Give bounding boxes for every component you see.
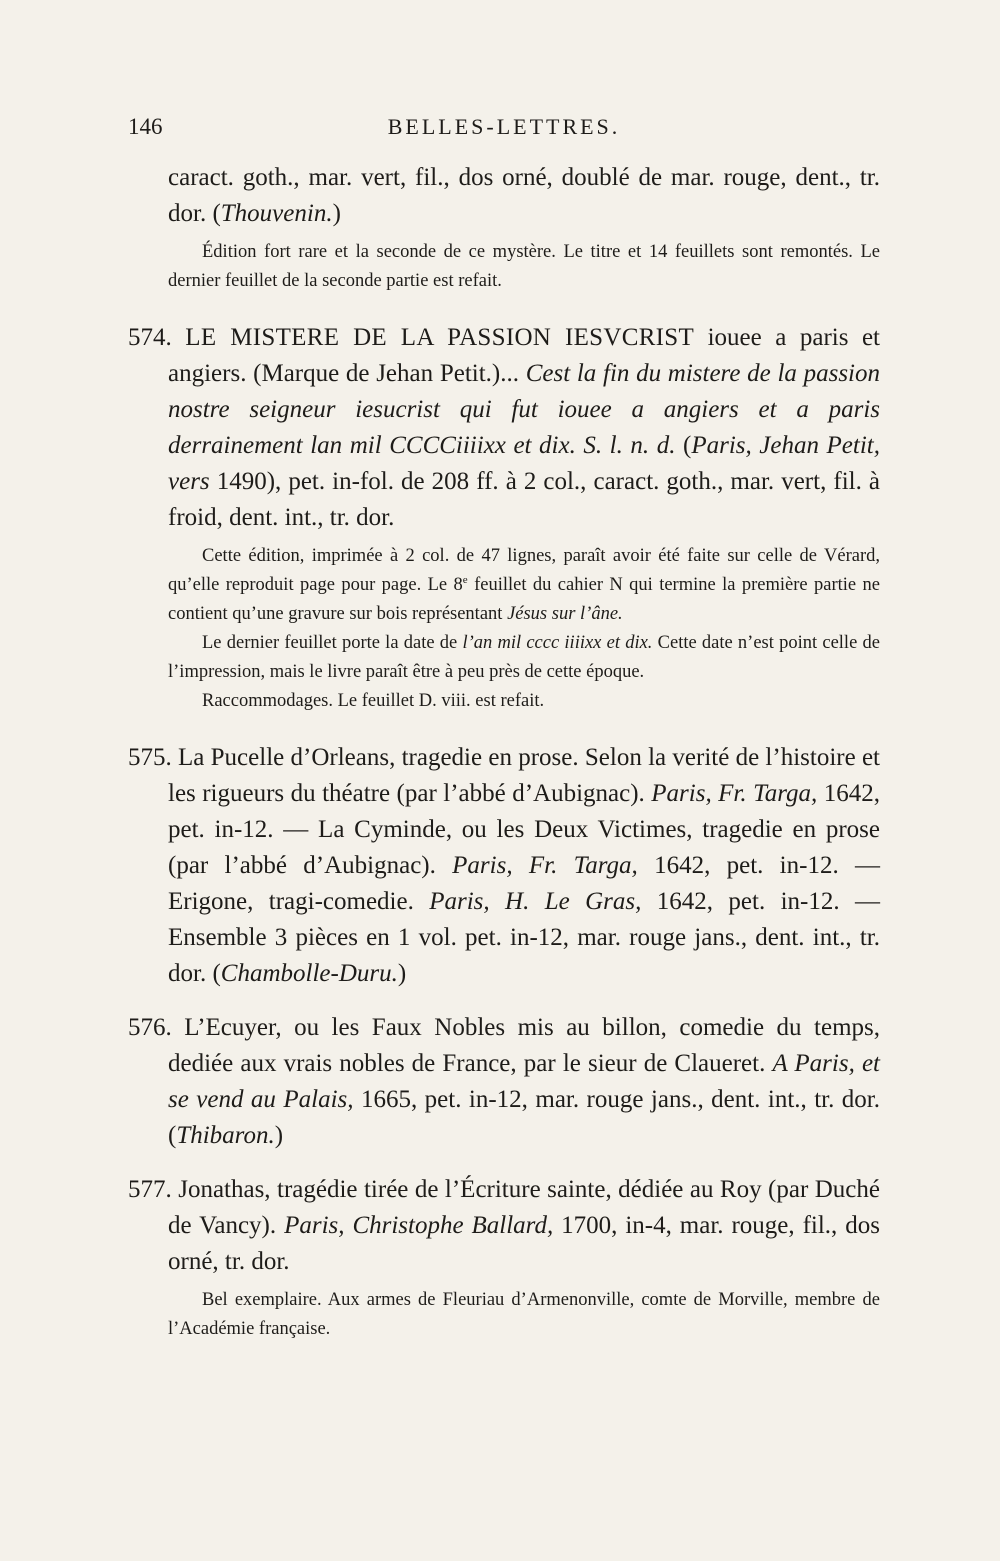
entry-text: 575. La Pucelle d’Orleans, tragedie en prose. Selon la verité de l’histoire et les rigueurs du théatre (par l’abbé d’Aubignac). Paris, Fr. Targa, 1642, pet. in-12. — La Cyminde, ou les Deux Victimes, tragedie en prose (par l’abbé d’Aubignac). Paris, Fr. Targa, 1642, pet. in-12. — Erigone, tragi-comedie. Paris, H. Le Gras, 1642, pet. in-12. — Ensemble 3 pièces en 1 vol. pet. in-12, mar. rouge jans., dent. int., tr. dor. (Chambolle-Duru.)	[128, 744, 880, 987]
entry-574	[128, 320, 880, 716]
page-content	[128, 160, 880, 1344]
entry-note: Bel exemplaire. Aux armes de Fleuriau d’Armenonville, comte de Morville, membre de l’Académie française.	[168, 1290, 880, 1339]
entry-note: Cette édition, imprimée à 2 col. de 47 lignes, paraît avoir été faite sur celle de Vérard, qu’elle reproduit page pour page. Le 8e feuillet du cahier N qui termine la première partie ne contient qu’une gravure sur bois représentant Jésus sur l’âne.	[168, 546, 880, 624]
entry-575	[128, 740, 880, 992]
entry-text: 574. LE MISTERE DE LA PASSION IESVCRIST iouee a paris et angiers. (Marque de Jehan Petit.)... Cest la fin du mistere de la passion nostre seigneur iesucrist qui fut iouee a angiers et a paris derrainement lan mil CCCCiiiixx et dix. S. l. n. d. (Paris, Jehan Petit, vers 1490), pet. in-fol. de 208 ff. à 2 col., caract. goth., mar. vert, fil. à froid, dent. int., tr. dor.	[128, 324, 881, 531]
entry-text: caract. goth., mar. vert, fil., dos orné, doublé de mar. rouge, dent., tr. dor. (Thouvenin.)	[168, 164, 880, 227]
running-title: BELLES-LETTRES.	[387, 114, 621, 139]
page-number: 146	[128, 114, 163, 139]
page-header	[128, 114, 880, 144]
binder-name: Thibaron.	[176, 1122, 275, 1149]
entry-number: 574.	[128, 324, 172, 351]
entry-note: Le dernier feuillet porte la date de l’an mil cccc iiiixx et dix. Cette date n’est point celle de l’impression, mais le livre paraît être à peu près de cette époque.	[168, 633, 880, 682]
binder-name: Thouvenin.	[220, 200, 333, 227]
entry-text: 577. Jonathas, tragédie tirée de l’Écriture sainte, dédiée au Roy (par Duché de Vancy). Paris, Christophe Ballard, 1700, in-4, mar. rouge, fil., dos orné, tr. dor.	[128, 1176, 880, 1275]
entry-number: 577.	[128, 1176, 172, 1203]
entry-number: 575.	[128, 744, 172, 771]
entry-note: Raccommodages. Le feuillet D. viii. est refait.	[202, 691, 545, 711]
entry-number: 576.	[128, 1014, 172, 1041]
entry-title: LE MISTERE DE LA PASSION IESVCRIST	[185, 324, 695, 351]
entry-573-continuation	[128, 160, 880, 296]
binder-name: Chambolle-Duru.	[220, 960, 398, 987]
entry-text: 576. L’Ecuyer, ou les Faux Nobles mis au billon, comedie du temps, dediée aux vrais nobles de France, par le sieur de Claueret. A Paris, et se vend au Palais, 1665, pet. in-12, mar. rouge jans., dent. int., tr. dor. (Thibaron.)	[128, 1014, 881, 1149]
entry-note: Édition fort rare et la seconde de ce mystère. Le titre et 14 feuillets sont remontés. Le dernier feuillet de la seconde partie est refait.	[168, 242, 880, 291]
entry-577	[128, 1172, 880, 1344]
entry-576	[128, 1010, 880, 1154]
